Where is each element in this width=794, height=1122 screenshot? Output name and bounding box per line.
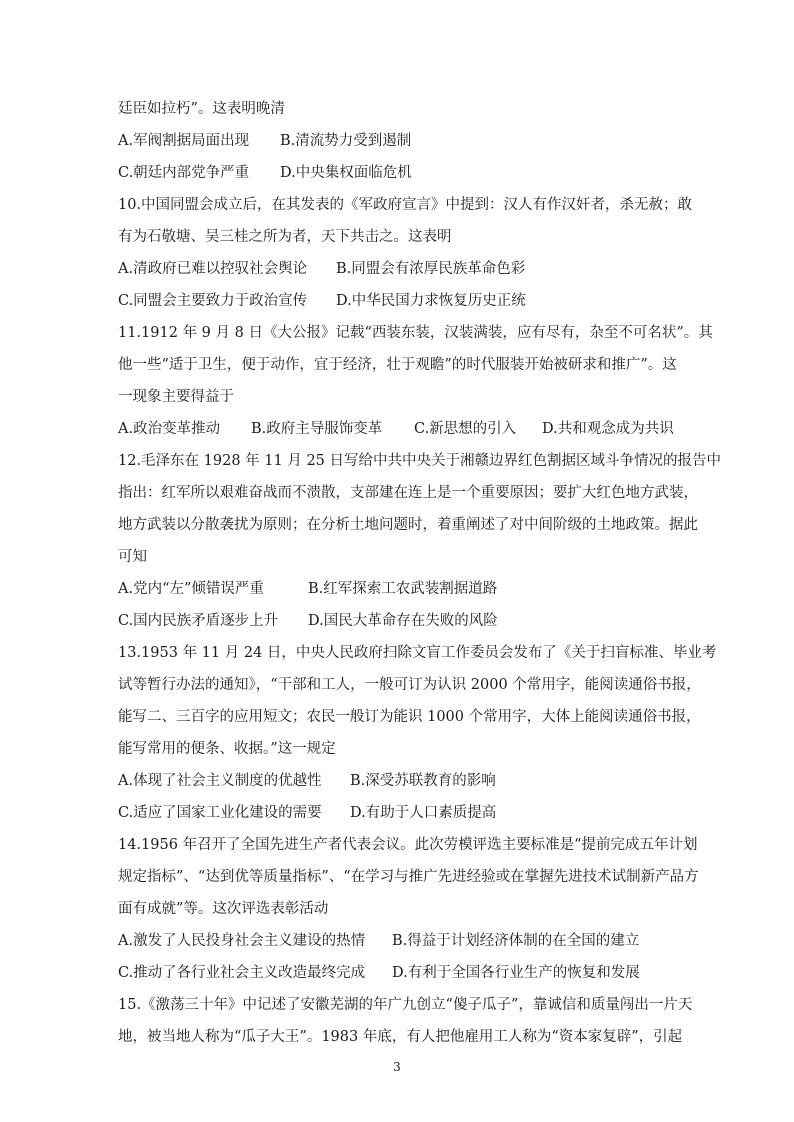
question-9-option-b: B.清流势力受到遏制	[280, 133, 412, 149]
question-9-option-d: D.中央集权面临危机	[280, 165, 412, 181]
question-9-option-a: A.军阀割据局面出现	[118, 133, 250, 149]
question-11-stem-line-1: 11.1912 年 9 月 8 日《大公报》记载“西装东装，汉装满装，应有尽有，杂至不可名状”。其	[118, 325, 713, 341]
question-10-option-d: D.中华民国力求恢复历史正统	[336, 293, 526, 309]
question-14-option-c: C.推动了各行业社会主义改造最终完成	[118, 965, 366, 981]
question-10-stem-line-1: 10.中国同盟会成立后，在其发表的《军政府宣言》中提到：汉人有作汉奸者，杀无赦；敢	[118, 197, 693, 213]
question-12-stem-line-1: 12.毛泽东在 1928 年 11 月 25 日写给中共中央关于湘赣边界红色割据区域斗争情况的报告中	[118, 453, 722, 469]
question-13-stem-line-1: 13.1953 年 11 月 24 日，中央人民政府扫除文盲工作委员会发布了《关于扫盲标准、毕业考	[118, 645, 717, 661]
question-14-option-b: B.得益于计划经济体制的在全国的建立	[392, 933, 640, 949]
question-12-option-c: C.国内民族矛盾逐步上升	[118, 613, 279, 629]
question-10-option-b: B.同盟会有浓厚民族革命色彩	[336, 261, 526, 277]
question-11-stem-line-2: 他一些“适于卫生，便于动作，宜于经济，壮于观瞻”的时代服装开始被研求和推广”。这	[118, 357, 677, 373]
question-12-option-d: D.国民大革命存在失败的风险	[308, 613, 498, 629]
question-9-option-c: C.朝廷内部党争严重	[118, 165, 250, 181]
question-11-option-a: A.政治变革推动	[118, 421, 221, 437]
question-13-option-a: A.体现了社会主义制度的优越性	[118, 773, 322, 789]
question-15-stem-line-2: 地，被当地人称为“瓜子大王”。1983 年底，有人把他雇用工人称为“资本家复辟”，引起	[118, 1029, 683, 1045]
question-13-option-d: D.有助于人口素质提高	[350, 805, 497, 821]
question-13-stem-line-4: 能写常用的便条、收据。”这一规定	[118, 741, 336, 757]
question-11-option-c: C.新思想的引入	[414, 421, 517, 437]
question-13-option-c: C.适应了国家工业化建设的需要	[118, 805, 322, 821]
question-13-stem-line-3: 能写二、三百字的应用短文；农民一般订为能识 1000 个常用字，大体上能阅读通俗书报，	[118, 709, 701, 725]
question-11-option-b: B.政府主导服饰变革	[251, 421, 383, 437]
question-13-option-b: B.深受苏联教育的影响	[350, 773, 496, 789]
question-11-stem-line-3: 一现象主要得益于	[118, 389, 234, 405]
question-10-option-c: C.同盟会主要致力于政治宣传	[118, 293, 308, 309]
question-11-option-d: D.共和观念成为共识	[542, 421, 674, 437]
question-14-stem-line-2: 规定指标”、“达到优等质量指标”、“在学习与推广先进经验或在掌握先进技术试制新产品方	[118, 869, 699, 885]
question-14-stem-line-3: 面有成就”等。这次评选表彰活动	[118, 901, 329, 917]
question-12-stem-line-2: 指出：红军所以艰难奋战而不溃散，支部建在连上是一个重要原因；要扩大红色地方武装，	[118, 485, 698, 501]
question-12-option-b: B.红军探索工农武装割据道路	[308, 581, 498, 597]
question-12-stem-line-3: 地方武装以分散袭扰为原则；在分析土地问题时，着重阐述了对中间阶级的土地政策。据此	[118, 517, 698, 533]
question-12-option-a: A.党内“左”倾错误严重	[118, 581, 264, 597]
question-14-option-d: D.有利于全国各行业生产的恢复和发展	[392, 965, 640, 981]
page-number: 3	[393, 1060, 401, 1074]
question-9-stem-tail: 廷臣如拉朽”。这表明晚清	[118, 101, 285, 117]
question-10-stem-line-2: 有为石敬塘、吴三桂之所为者，天下共击之。这表明	[118, 229, 452, 245]
question-14-option-a: A.激发了人民投身社会主义建设的热情	[118, 933, 366, 949]
question-13-stem-line-2: 试等暂行办法的通知》，“干部和工人，一般可订为认识 2000 个常用字，能阅读通俗书报，	[118, 677, 701, 693]
question-14-stem-line-1: 14.1956 年召开了全国先进生产者代表会议。此次劳模评选主要标准是“提前完成五年计划	[118, 837, 698, 853]
question-15-stem-line-1: 15.《激荡三十年》中记述了安徽芜湖的年广九创立“傻子瓜子”，靠诚信和质量闯出一片天	[118, 997, 693, 1013]
question-12-stem-line-4: 可知	[118, 549, 147, 565]
question-10-option-a: A.清政府已难以控驭社会舆论	[118, 261, 308, 277]
